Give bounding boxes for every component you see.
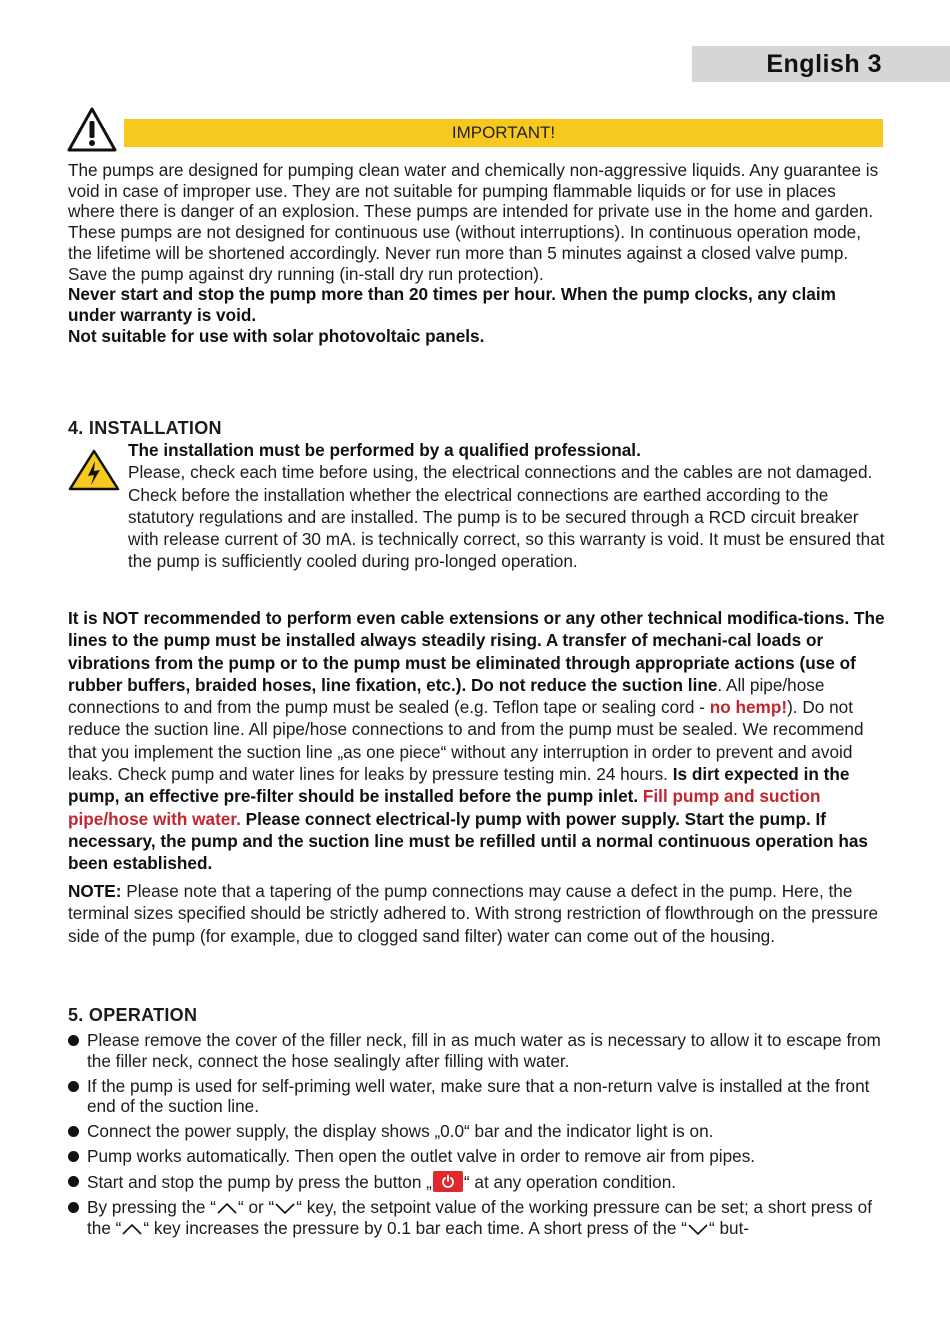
- installation-instructions: It is NOT recommended to perform even cable extensions or any other technical modifica-tions. The lines to the pump must be installed always steadily rising. A transfer of mechani-cal loads or vibrations from the pump or to the pump must be eliminated through appropriate actions (use of rubber buffers, braided hoses, line fixation, etc.). Do not reduce the suction line. All pipe/hose connections to and from the pump must be sealed (e.g. Teflon tape or sealing cord - no hemp!). Do not reduce the suction line. All pipe/hose connections to and from the pump must be sealed. We recommend that you implement the suction line „as one piece“ without any interruption in order to prevent and avoid leaks. Check pump and water lines for leaks by pressure testing min. 24 hours. Is dirt expected in the pump, an effective pre-filter should be installed before the pump inlet. Fill pump and suction pipe/hose with water. Please connect electrical-ly pump with power supply. Start the pump. If necessary, the pump and the suction line must be refilled until a normal continuous operation has been established.: [68, 608, 885, 874]
- electrical-hazard-icon: [68, 449, 120, 491]
- installation-note: NOTE: Please note that a tapering of the pump connections may cause a defect in the pump. Here, the terminal sizes specified should be strictly adhered to. With strong restriction of flowthrough on the pressure side of the pump (for example, due to clogged sand filter) water can come out of the housing.: [68, 881, 879, 946]
- power-button-glyph: [433, 1171, 463, 1192]
- list-item: Pump works automatically. Then open the outlet valve in order to remove air from pipes.: [68, 1146, 888, 1167]
- arrow-up-icon: [216, 1201, 238, 1215]
- list-item: Start and stop the pump by press the button „ “ at any operation condition.: [68, 1171, 888, 1193]
- arrow-up-icon: [121, 1222, 143, 1236]
- important-text: The pumps are designed for pumping clean water and chemically non-aggressive liquids. Any guarantee is void in case of improper use. They are not suitable for pumping flammable liquids or for use in places where there is danger of an explosion. These pumps are intended for private use in the home and garden. These pumps are not designed for continuous use (without interruptions). In continuous operation mode, the lifetime will be shortened accordingly. Never run more than 5 minutes against a closed valve pump. Save the pump against dry running (in-stall dry run protection). Never start and stop the pump more than 20 times per hour. When the pump clocks, any claim under warranty is void. Not suitable for use with solar photovoltaic panels.: [68, 160, 879, 346]
- warning-triangle-icon: [67, 107, 117, 153]
- operation-list: [68, 1030, 888, 1243]
- important-banner: IMPORTANT!: [124, 119, 883, 147]
- arrow-down-icon: [274, 1201, 296, 1215]
- installation-safety-text: The installation must be performed by a qualified professional. Please, check each time before using, the electrical connections and the cables are not damaged. Check before the installation whether the electrical connections are earthed according to the statutory regulations and are installed. The pump is to be secured through a RCD circuit breaker with release current of 30 mA. is technically correct, so this warranty is void. It must be ensured that the pump is sufficiently cooled during pro-longed operation.: [128, 440, 885, 572]
- list-item: Please remove the cover of the filler neck, fill in as much water as is necessary to allow it to escape from the filler neck, connect the hose sealingly after filling with water.: [68, 1030, 888, 1071]
- operation-heading: 5. OPERATION: [68, 1005, 198, 1025]
- arrow-down-icon: [687, 1222, 709, 1236]
- list-item: If the pump is used for self-priming well water, make sure that a non-return valve is installed at the front end of the suction line.: [68, 1076, 888, 1117]
- installation-heading: 4. INSTALLATION: [68, 418, 222, 438]
- list-item: Connect the power supply, the display shows „0.0“ bar and the indicator light is on.: [68, 1121, 888, 1142]
- power-icon: [441, 1174, 455, 1189]
- page-label: English 3: [692, 46, 950, 82]
- list-item: By pressing the “ “ or “ “ key, the setpoint value of the working pressure can be set; a short press of the “ “ key increases the pressure by 0.1 bar each time. A short press of the “ “ but-: [68, 1197, 888, 1238]
